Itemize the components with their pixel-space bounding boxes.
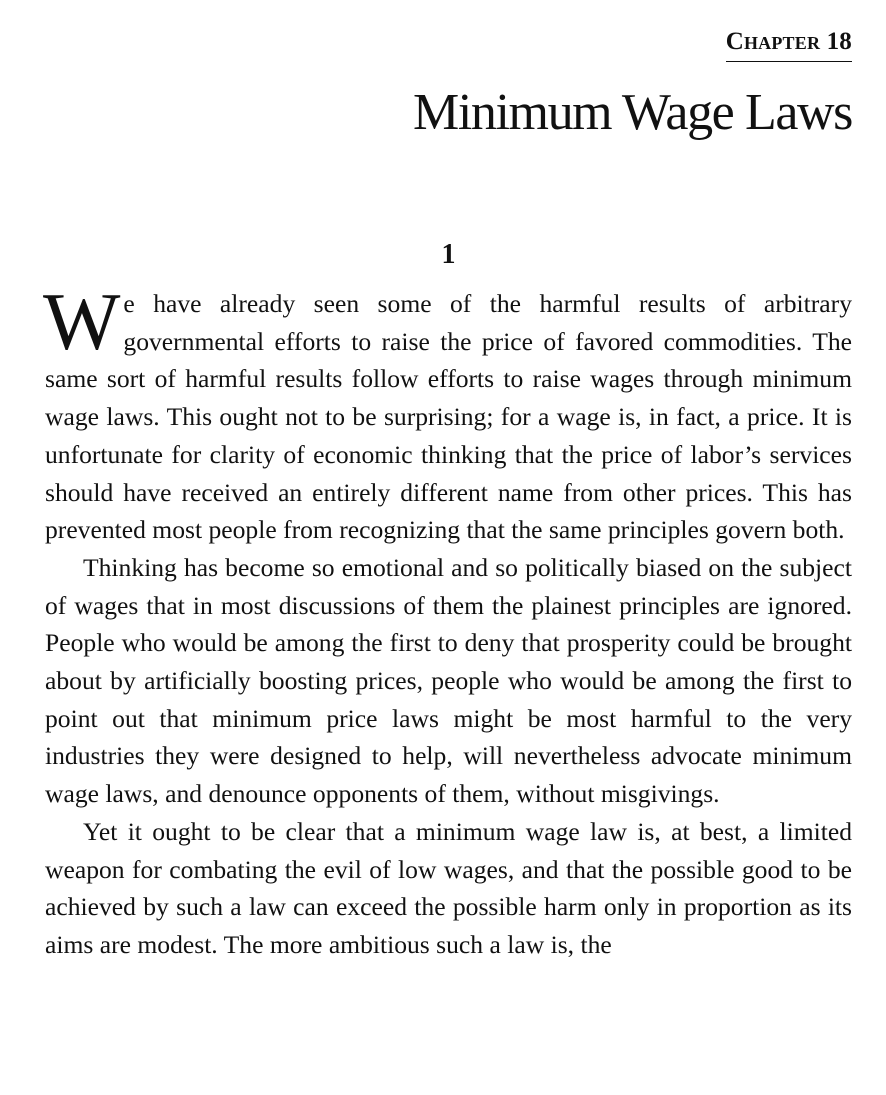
chapter-label: Chapter 18 — [726, 28, 852, 62]
paragraph-1-text: e have already seen some of the harmful results of arbitrary governmental efforts to raise the price of favored commodities. The same sort of harmful results follow efforts to raise wages through minimum wage laws. This ought not to be surprising; for a wage is, in fact, a price. It is unfortunate for clarity of economic thinking that the price of labor’s services should have received an entirely different name from other prices. This has prevented most people from recognizing that the same principles govern both. — [45, 289, 852, 545]
section-number: 1 — [441, 239, 456, 270]
book-page — [45, 0, 852, 1095]
paragraph-3: Yet it ought to be clear that a minimum wage law is, at best, a limited weapon for combating the evil of low wages, and that the possible good to be achieved by such a law can exceed the possible harm only in proportion as its aims are modest. The more ambitious such a law is, the — [45, 816, 852, 959]
paragraph-1 — [43, 276, 852, 549]
chapter-title: Minimum Wage Laws — [413, 84, 852, 141]
paragraph-2: Thinking has become so emotional and so politically biased on the subject of wages that in most discussions of them the plainest principles are ignored. People who would be among the first to deny that prosperity could be brought about by artificially boosting prices, people who would be among the first to point out that minimum price laws might be most harmful to the very industries they were designed to help, will nevertheless advocate minimum wage laws, and denounce opponents of them, without misgivings. — [45, 552, 852, 809]
body-text — [43, 276, 852, 964]
drop-cap: W — [43, 276, 121, 367]
